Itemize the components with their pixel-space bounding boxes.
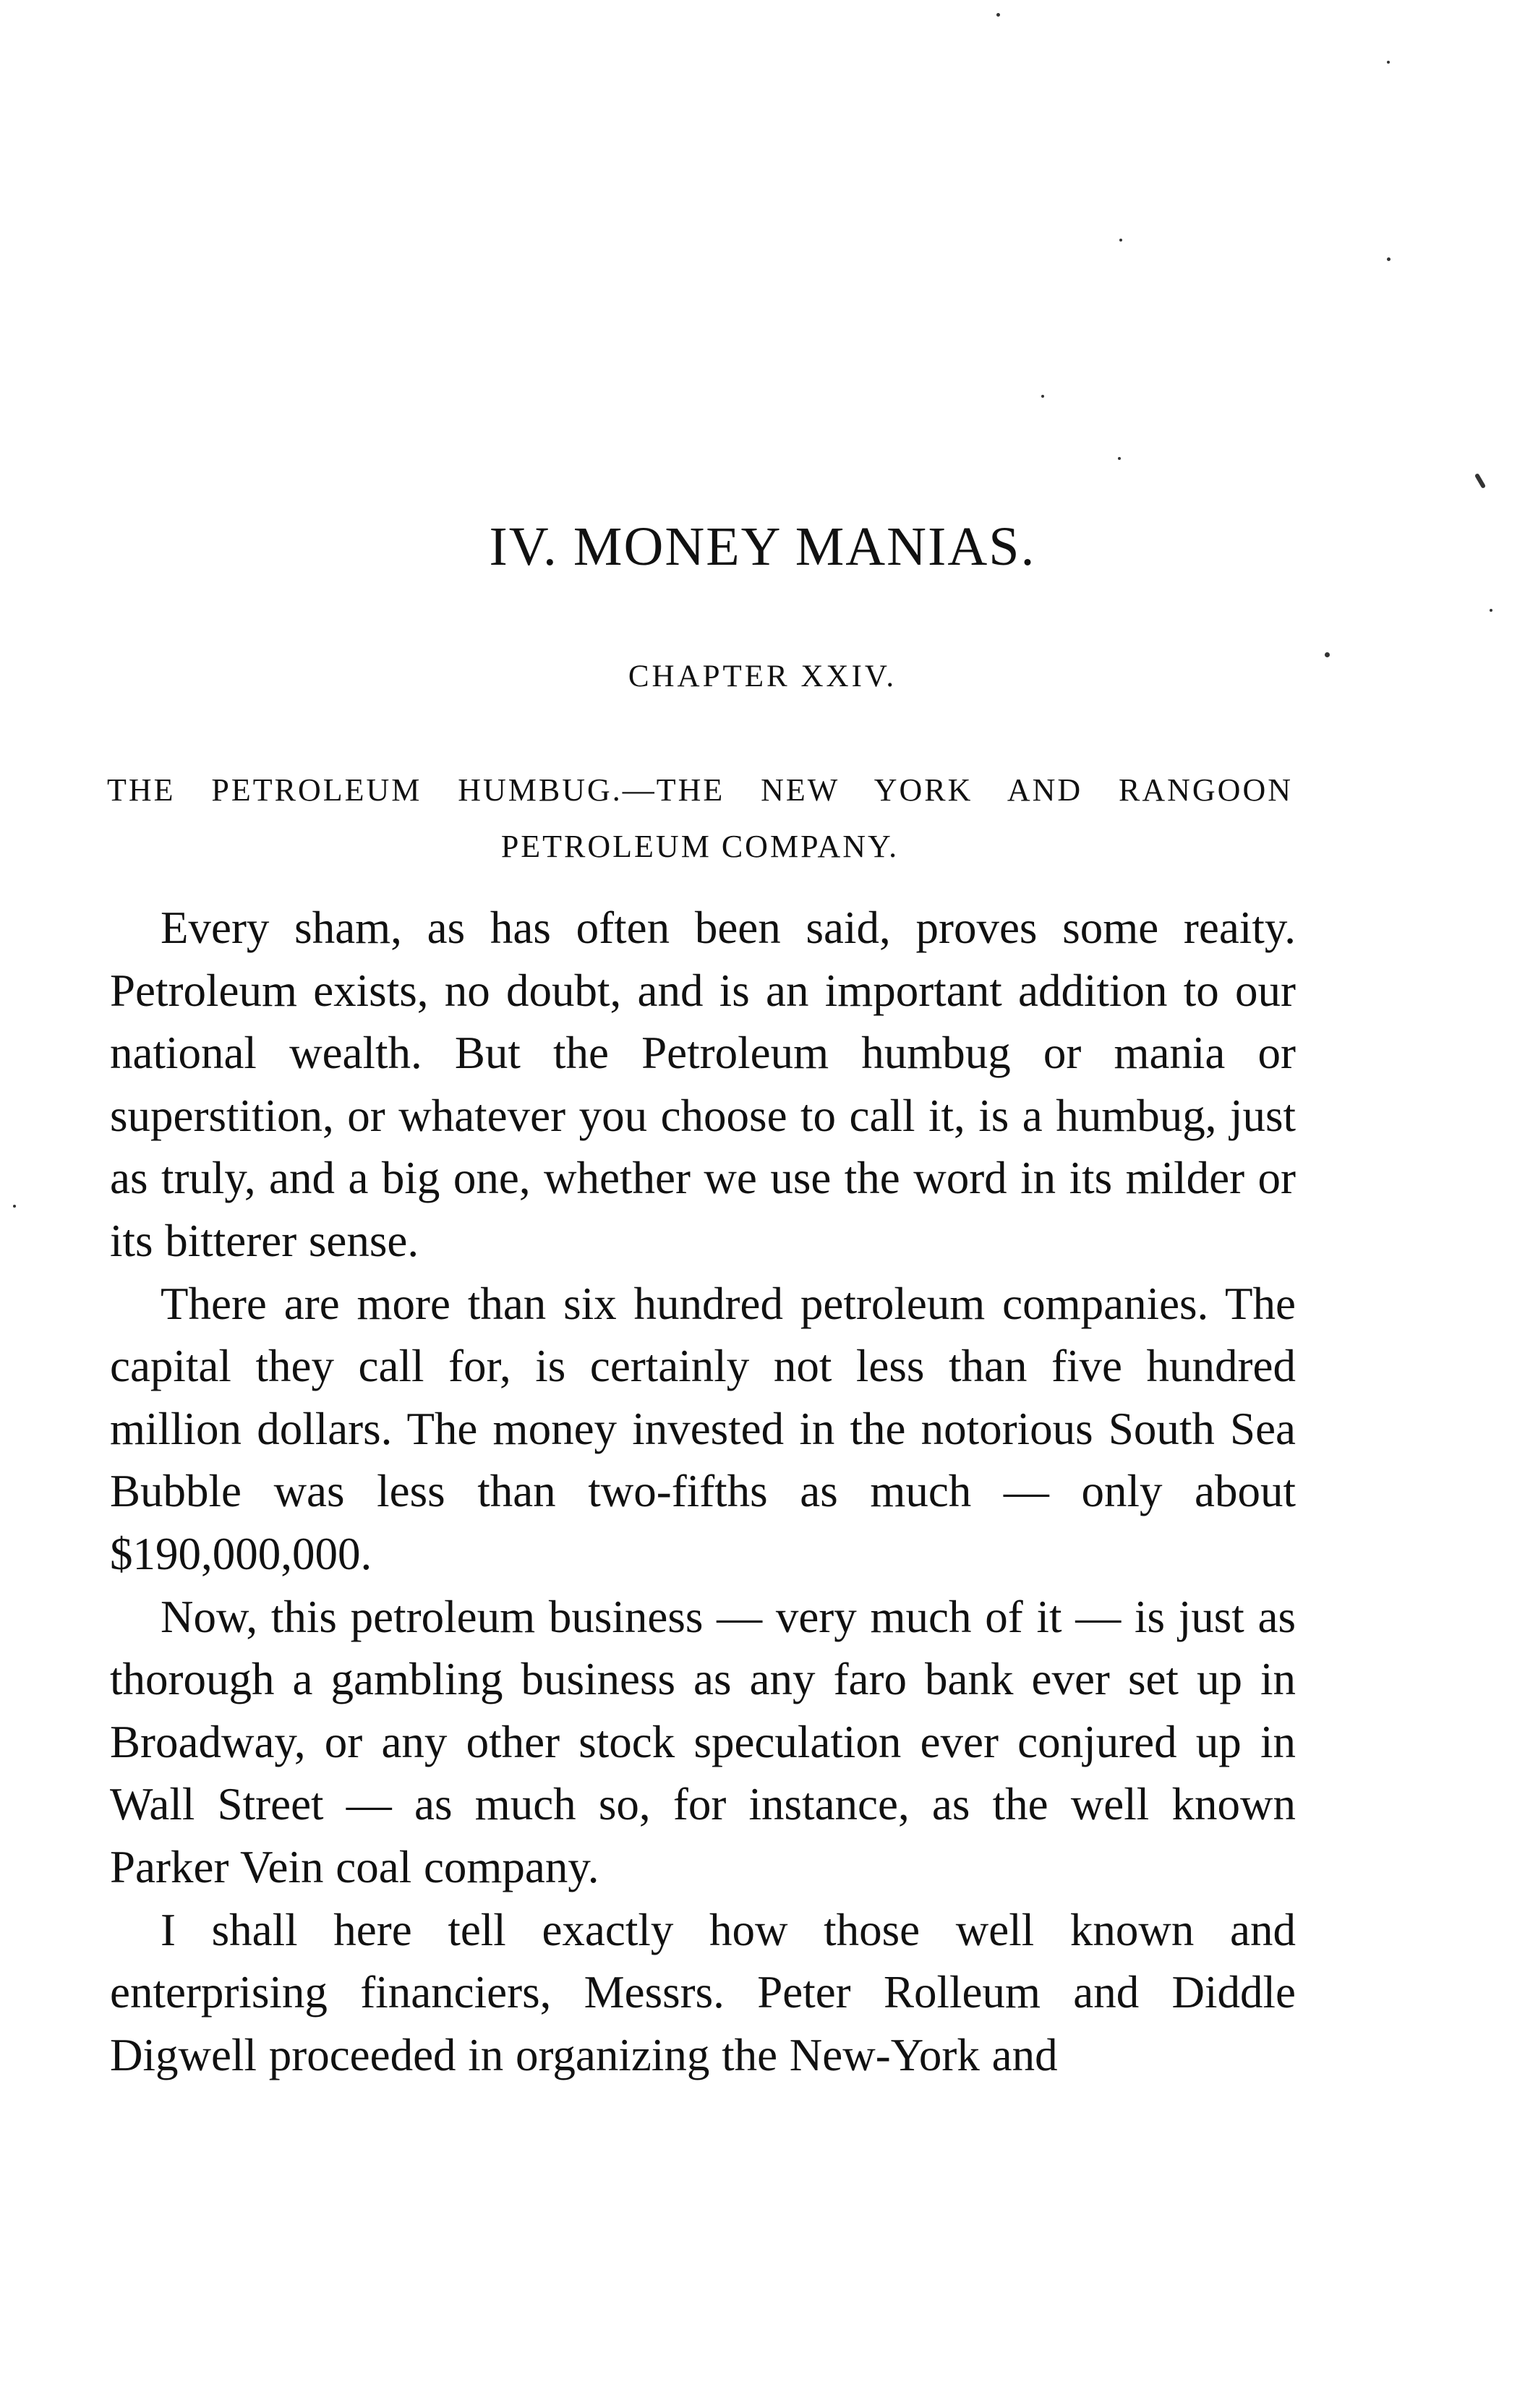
chapter-body: [110, 897, 1296, 2086]
paragraph-2: There are more than six hundred petroleum companies. The capital they call for, is certainly not less than five hundred million dollars. The money invested in the notorious South Sea Bubble was less than two-fifths as much — only about $190,000,000.: [110, 1278, 1296, 1579]
scan-speck: [1118, 457, 1121, 460]
paragraph-4: I shall here tell exactly how those well known and enterprising financiers, Messrs. Peter Rolleum and Diddle Digwell proceeded in organizing the New-York and: [110, 1904, 1296, 2080]
scan-speck: [1490, 609, 1492, 612]
scan-speck: [1119, 239, 1122, 242]
scan-speck: [1387, 61, 1390, 64]
scan-speck: [1325, 652, 1330, 657]
paragraph-1: Every sham, as has often been said, proves some reaity. Petroleum exists, no doubt, and is an important addition to our national wealth. But the Petroleum humbug or mania or superstition, or whatever you choose to call it, is a humbug, just as truly, and a big one, whether we use the word in its milder or its bitterer sense.: [110, 902, 1296, 1266]
chapter-label: CHAPTER XXIV.: [628, 659, 897, 693]
chapter-subtitle: THE PETROLEUM HUMBUG.—THE NEW YORK AND RANGOON PETROLEUM COMPANY.: [107, 772, 1293, 864]
scan-speck: [996, 13, 1000, 17]
part-title: IV. MONEY MANIAS.: [489, 516, 1036, 577]
scan-speck: [1474, 473, 1486, 489]
scan-speck: [13, 1205, 16, 1208]
scan-speck: [1387, 257, 1391, 261]
scan-speck: [1041, 395, 1044, 398]
paragraph-3: Now, this petroleum business — very much of it — is just as thorough a gambling business as any faro bank ever set up in Broadway, or any other stock speculation ever conjured up in Wall Street — as much so, for instance, as the well known Parker Vein coal company.: [110, 1591, 1296, 1892]
